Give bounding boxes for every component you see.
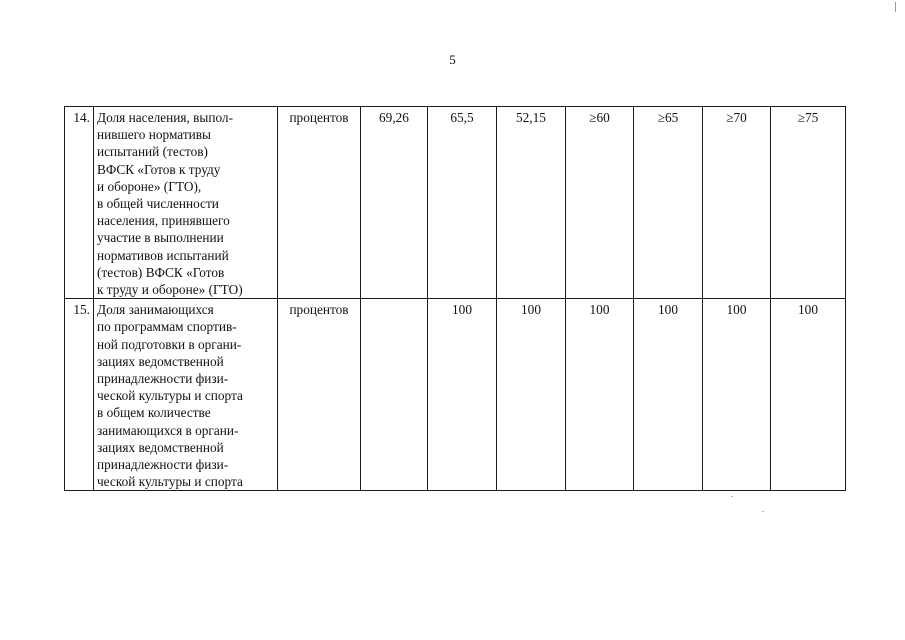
indicator-name-line: в общем количестве: [97, 405, 211, 421]
indicator-name-line: (тестов) ВФСК «Готов: [97, 264, 225, 280]
indicator-name-line: по программам спортив-: [97, 319, 237, 335]
scan-edge-mark: [895, 2, 896, 12]
indicator-name-line: населения, принявшего: [97, 213, 230, 229]
indicator-name: [94, 299, 278, 491]
indicator-name-line: Доля занимающихся: [97, 302, 214, 318]
value-cell: 100: [497, 299, 566, 491]
indicator-name-line: нормативов испытаний: [97, 247, 229, 263]
page-number: 5: [449, 52, 456, 67]
value-cell: 69,26: [361, 107, 428, 299]
indicator-name-line: занимающихся в органи-: [97, 422, 239, 438]
indicators-table: [64, 106, 846, 491]
indicator-name-line: зациях ведомственной: [97, 439, 224, 455]
value-cell: 100: [634, 299, 703, 491]
value-cell: 100: [703, 299, 771, 491]
indicator-name-line: принадлежности физи-: [97, 371, 229, 387]
indicator-name-line: ной подготовки в органи-: [97, 336, 242, 352]
unit-cell: процентов: [278, 107, 361, 299]
value-cell: [361, 299, 428, 491]
row-number: 14.: [65, 107, 94, 299]
value-cell: ≥70: [703, 107, 771, 299]
indicator-name-line: участие в выполнении: [97, 230, 224, 246]
indicator-name-line: испытаний (тестов): [97, 144, 208, 160]
value-cell: ≥65: [634, 107, 703, 299]
indicator-name-line: ческой культуры и спорта: [97, 388, 243, 404]
scan-speck: [731, 496, 733, 497]
indicator-name: [94, 107, 278, 299]
table-row: [65, 299, 846, 491]
value-cell: 100: [428, 299, 497, 491]
indicator-name-line: к труду и обороне» (ГТО): [97, 282, 243, 298]
indicator-name-line: ческой культуры и спорта: [97, 474, 243, 490]
unit-cell: процентов: [278, 299, 361, 491]
indicator-name-line: Доля населения, выпол-: [97, 110, 234, 125]
value-cell: ≥75: [771, 107, 846, 299]
value-cell: 100: [771, 299, 846, 491]
value-cell: ≥60: [566, 107, 634, 299]
scan-speck: [762, 511, 764, 512]
indicator-name-line: ВФСК «Готов к труду: [97, 161, 221, 177]
indicator-name-line: нившего нормативы: [97, 127, 211, 143]
table-row: [65, 107, 846, 299]
value-cell: 52,15: [497, 107, 566, 299]
indicator-name-line: в общей численности: [97, 196, 219, 212]
value-cell: 100: [566, 299, 634, 491]
indicator-name-line: и обороне» (ГТО),: [97, 178, 202, 194]
row-number: 15.: [65, 299, 94, 491]
indicator-name-line: зациях ведомственной: [97, 353, 224, 369]
value-cell: 65,5: [428, 107, 497, 299]
indicator-name-line: принадлежности физи-: [97, 457, 229, 473]
